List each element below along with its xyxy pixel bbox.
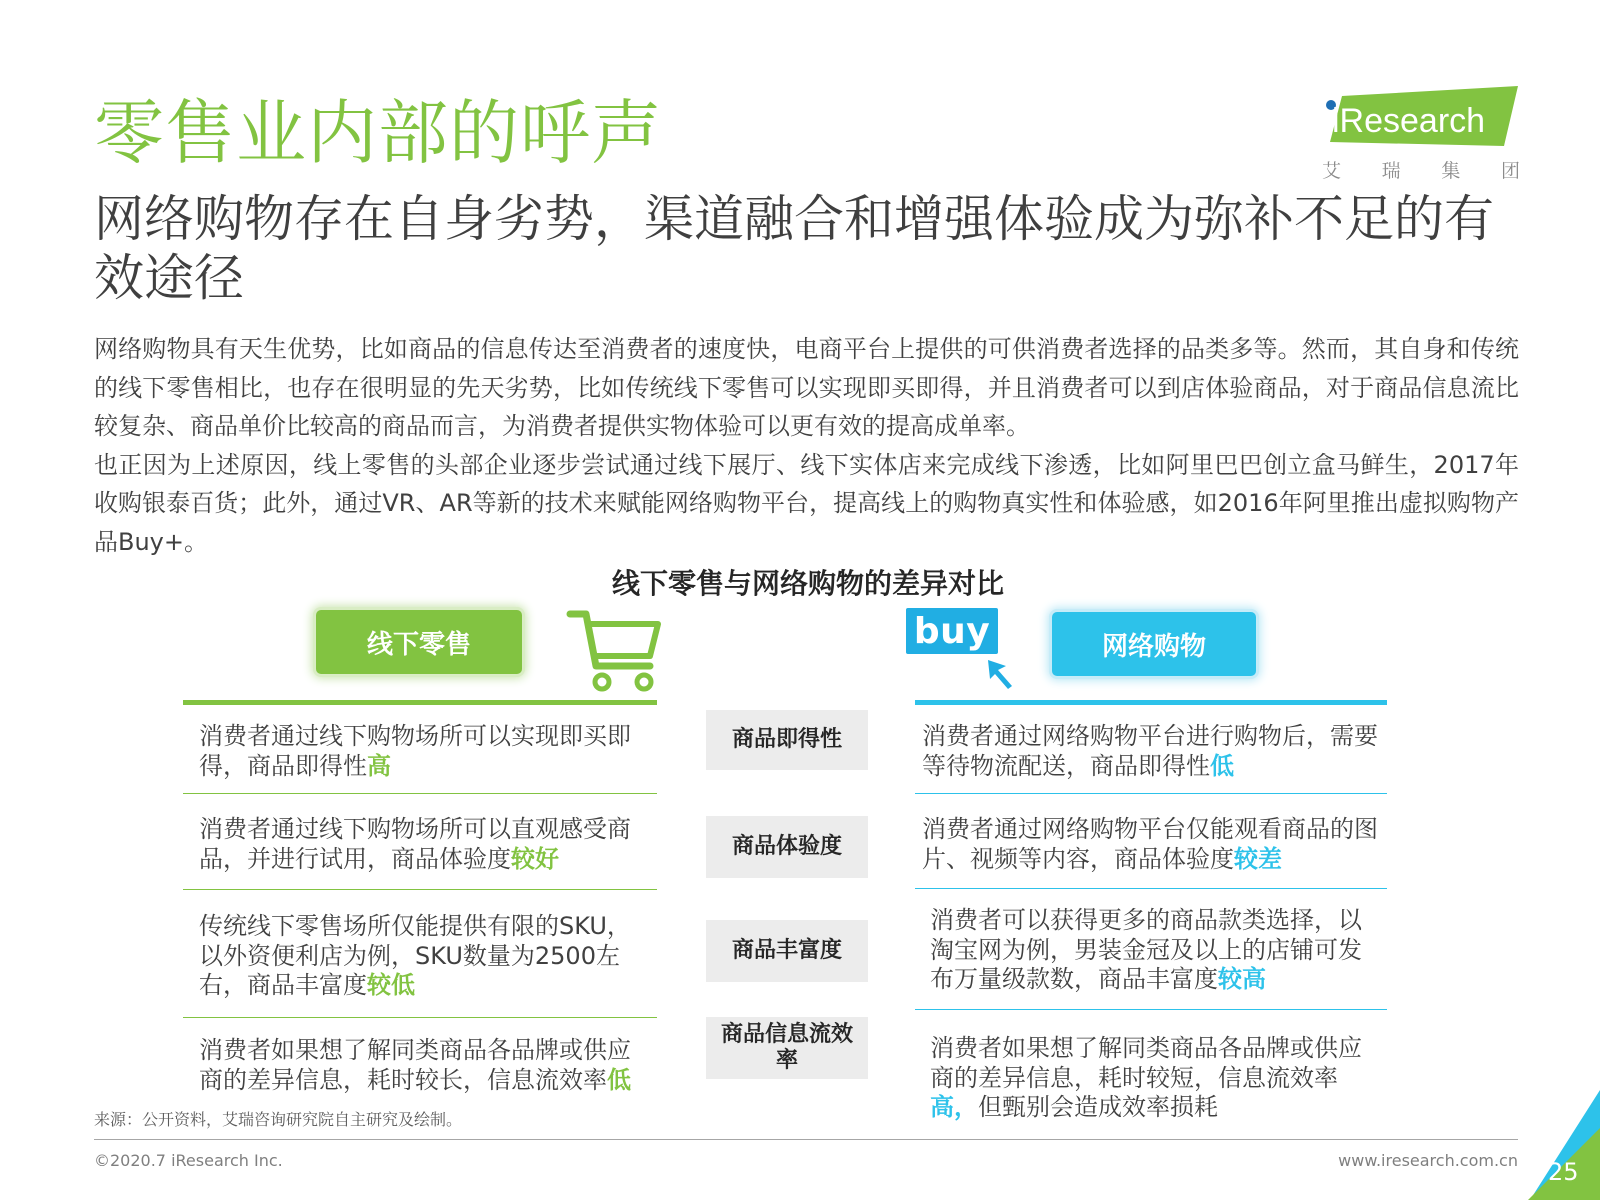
page-title: 零售业内部的呼声	[94, 92, 662, 174]
logo-char: 艾	[1322, 160, 1342, 182]
online-highlight: 高，	[930, 1093, 978, 1121]
online-cell-info-flow: 消费者如果想了解同类商品各品牌或供应商的差异信息，耗时较短，信息流效率高，但甄别会造成效率损耗	[930, 1034, 1362, 1121]
row-label-info-flow: 商品信息流效率	[706, 1017, 868, 1079]
logo-brand-text: iResearch	[1332, 102, 1486, 140]
offline-highlight: 高	[367, 751, 391, 780]
body-paragraph: 网络购物具有天生优势，比如商品的信息传达至消费者的速度快，电商平台上提供的可供消费者选择的品类多等。然而，其自身和传统的线下零售相比，也存在很明显的先天劣势，比如传统线下零售可以实现即买即得，并且消费者可以到店体验商品，对于商品信息流比较复杂、商品单价比较高的商品而言，为消费者提供实物体验可以更有效的提高成单率。	[94, 335, 1519, 440]
row-divider	[915, 793, 1387, 794]
offline-column-bar	[183, 700, 657, 705]
body-paragraph: 也正因为上述原因，线上零售的头部企业逐步尝试通过线下展厅、线下实体店来完成线下渗透，比如阿里巴巴创立盒马鲜生，2017年收购银泰百货；此外，通过VR、AR等新的技术来赋能网络购物平台，提高线上的购物真实性和体验感，如2016年阿里推出虚拟购物产品Buy+。	[94, 450, 1519, 556]
logo-char: 瑞	[1381, 160, 1401, 182]
row-divider	[183, 1017, 657, 1018]
website-link[interactable]: www.iresearch.com.cn	[1338, 1151, 1518, 1170]
row-divider	[183, 889, 657, 890]
online-highlight: 较高	[1218, 965, 1266, 993]
page-number: 25	[1548, 1158, 1579, 1186]
buy-badge: buy	[906, 608, 998, 654]
source-note: 来源：公开资料，艾瑞咨询研究院自主研究及绘制。	[94, 1110, 463, 1129]
cursor-arrow-icon	[984, 656, 1020, 692]
offline-cell-richness: 传统线下零售场所仅能提供有限的SKU，以外资便利店为例，SKU数量为2500左右，商品丰富度较低	[199, 912, 631, 999]
row-label-availability: 商品即得性	[706, 710, 868, 770]
online-cell-richness: 消费者可以获得更多的商品款类选择，以淘宝网为例，男装金冠及以上的店铺可发布万量级款数，商品丰富度较高	[930, 906, 1362, 993]
footer-divider	[94, 1139, 1518, 1140]
logo-char: 团	[1500, 160, 1520, 182]
online-highlight: 较差	[1234, 844, 1282, 873]
logo-cn-name	[1322, 156, 1520, 183]
online-cell-experience: 消费者通过网络购物平台仅能观看商品的图片、视频等内容，商品体验度较差	[922, 815, 1378, 873]
online-cell-availability: 消费者通过网络购物平台进行购物后，需要等待物流配送，商品即得性低	[922, 722, 1378, 780]
page-subtitle: 网络购物存在自身劣势，渠道融合和增强体验成为弥补不足的有效途径	[94, 190, 1494, 307]
logo-mark	[1322, 84, 1518, 156]
offline-highlight: 低	[607, 1065, 631, 1094]
row-divider	[915, 1009, 1387, 1010]
online-shopping-header: 网络购物	[1052, 612, 1256, 676]
row-divider	[183, 793, 657, 794]
row-divider	[915, 888, 1387, 889]
offline-highlight: 较低	[367, 971, 415, 999]
row-label-experience: 商品体验度	[706, 816, 868, 878]
logo-char: 集	[1441, 160, 1461, 182]
online-highlight: 低	[1210, 751, 1234, 780]
comparison-title: 线下零售与网络购物的差异对比	[611, 567, 1004, 600]
offline-retail-header: 线下零售	[316, 610, 522, 674]
row-label-richness: 商品丰富度	[706, 920, 868, 982]
offline-highlight: 较好	[511, 844, 559, 873]
offline-cell-info-flow: 消费者如果想了解同类商品各品牌或供应商的差异信息，耗时较长，信息流效率低	[199, 1036, 631, 1094]
offline-cell-experience: 消费者通过线下购物场所可以直观感受商品，并进行试用，商品体验度较好	[199, 815, 631, 873]
body-text	[94, 330, 1519, 561]
online-column-bar	[915, 700, 1387, 705]
copyright: ©2020.7 iResearch Inc.	[94, 1151, 283, 1170]
offline-cell-availability: 消费者通过线下购物场所可以实现即买即得，商品即得性高	[199, 722, 631, 780]
shopping-cart-icon	[566, 606, 664, 694]
